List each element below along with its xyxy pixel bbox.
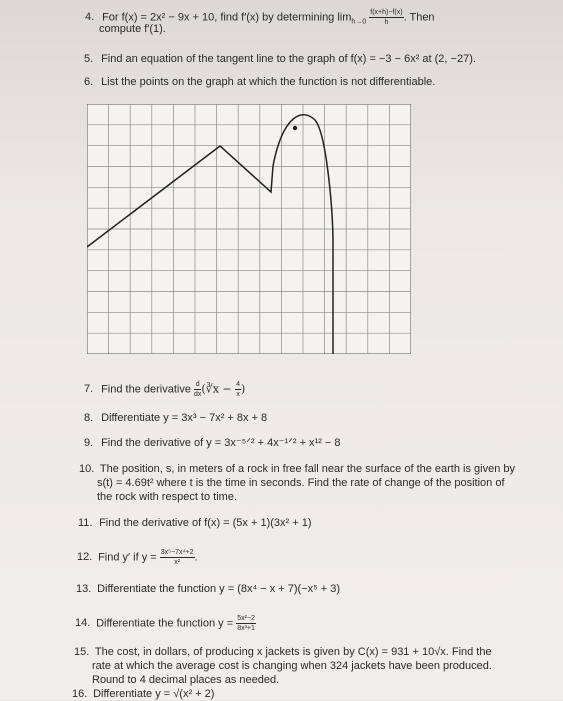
question-text: Find the derivative: [101, 383, 191, 396]
expression-fraction: [236, 614, 256, 633]
function-graph: [87, 104, 411, 354]
question-text: Find an equation of the tangent line to the graph of f(x) = −3 − 6x² at (2, −27).: [101, 53, 476, 65]
question-number: 15.: [74, 646, 90, 658]
question-number: 12.: [77, 551, 93, 564]
question-text: Differentiate y = 3x³ − 7x² + 8x + 8: [101, 412, 268, 424]
question-text: For f(x) = 2x² − 9x + 10, find f′(x) by determining lim: [102, 11, 352, 24]
fraction-denominator: x²: [174, 559, 181, 566]
question-number: 9.: [84, 437, 94, 449]
question-4-line2: compute f′(1).: [99, 23, 166, 35]
fraction-numerator: 5x²−2: [237, 615, 255, 622]
question-10-line3: the rock with respect to time.: [97, 491, 237, 503]
question-number: 8.: [84, 412, 94, 424]
question-number: 4.: [85, 11, 95, 24]
question-text: Find y′ if y =: [98, 551, 157, 564]
question-text: The cost, in dollars, of producing x jackets is given by C(x) = 931 + 10√x. Find the: [94, 646, 492, 658]
question-text: Find the derivative of f(x) = (5x + 1)(3x² + 1): [99, 517, 312, 529]
question-15-line3: Round to 4 decimal places as needed.: [92, 674, 280, 686]
fraction-numerator: f(x+h)−f(x): [370, 9, 403, 16]
fraction-numerator: 4: [236, 381, 241, 388]
difference-quotient: [369, 8, 403, 27]
question-15-line2: rate at which the average cost is changing when 324 jackets have been produced.: [92, 660, 492, 672]
question-6: [84, 75, 435, 89]
question-14: [75, 614, 256, 633]
fraction-denominator: x: [236, 391, 240, 398]
question-12: [77, 548, 198, 567]
fraction-denominator: 8x³+1: [237, 625, 255, 632]
question-10: [79, 462, 515, 476]
question-11: [78, 516, 312, 530]
question-text: Differentiate the function y = (8x⁴ − x + 7)(−x⁵ + 3): [97, 583, 341, 595]
fraction-numerator: 3x⁵−7x⁴+2: [160, 549, 194, 556]
question-7: [84, 380, 245, 399]
question-number: 16.: [72, 688, 88, 700]
question-text: List the points on the graph at which the function is not differentiable.: [101, 76, 436, 88]
question-number: 11.: [78, 517, 93, 529]
question-number: 6.: [84, 76, 94, 88]
question-number: 14.: [75, 617, 91, 630]
fraction-denominator: h: [384, 19, 389, 26]
question-8: [84, 411, 267, 425]
expression-part: ): [241, 382, 246, 396]
question-text-end: . Then: [403, 11, 435, 24]
limit-subscript: h→0: [351, 18, 367, 26]
question-number: 10.: [79, 463, 95, 475]
expression-part: (∛x −: [201, 382, 236, 396]
question-13: [76, 582, 340, 596]
question-text: Differentiate the function y =: [96, 617, 234, 630]
question-text-end: .: [194, 551, 198, 564]
question-15: [74, 645, 492, 659]
question-16: [72, 687, 214, 701]
question-text: Differentiate y = √(x² + 2): [93, 688, 215, 700]
fraction-numerator: d: [195, 381, 200, 388]
question-number: 13.: [76, 583, 92, 595]
question-10-line2: s(t) = 4.69t² where t is the time in seconds. Find the rate of change of the position of: [97, 477, 505, 489]
question-9: [84, 436, 341, 450]
question-5: [84, 52, 476, 66]
question-text: The position, s, in meters of a rock in free fall near the surface of the earth is given by: [99, 463, 516, 475]
question-number: 7.: [84, 383, 94, 396]
question-number: 5.: [84, 53, 94, 65]
expression-fraction: [160, 548, 195, 567]
filled-point: [293, 126, 297, 130]
question-text: Find the derivative of y = 3x⁻⁵ᐟ² + 4x⁻¹ᐟ² + x¹² − 8: [101, 437, 341, 449]
fraction-denominator: dx: [194, 391, 202, 398]
